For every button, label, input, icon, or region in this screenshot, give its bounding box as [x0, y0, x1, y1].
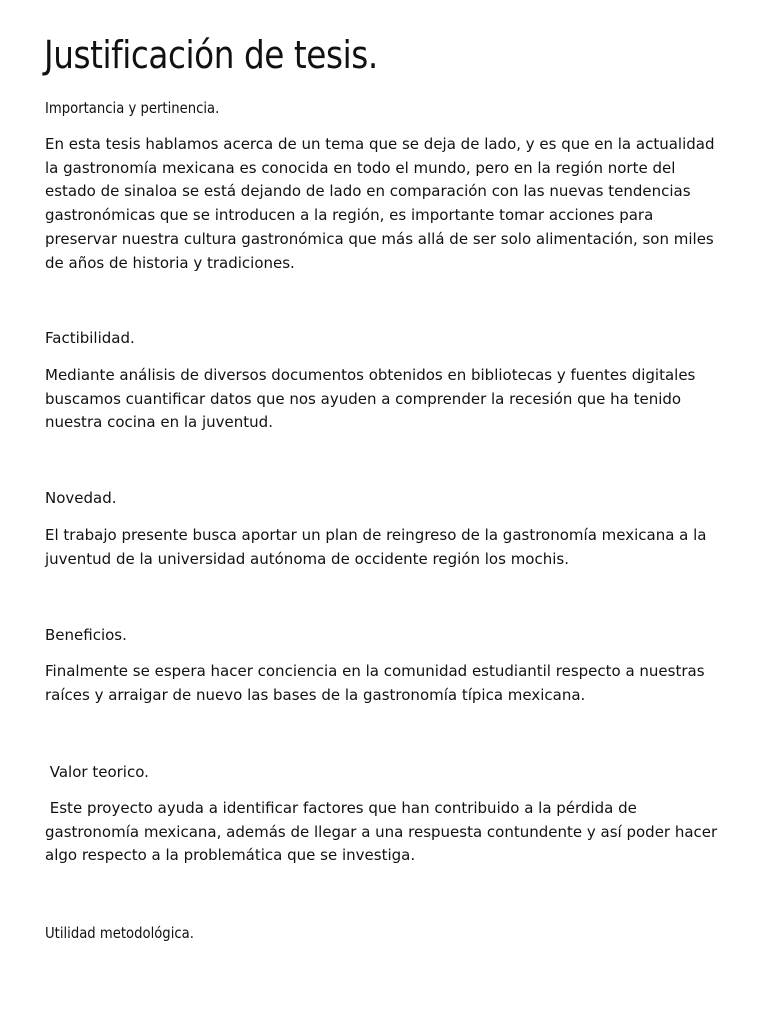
paragraph-line: algo respecto a la problemática que se investiga. — [45, 846, 416, 865]
paragraph-beneficios — [45, 660, 725, 707]
paragraph-line: En esta tesis hablamos acerca de un tema que se deja de lado, y es que en la actualidad — [45, 135, 715, 153]
section-heading-importancia: Importancia y pertinencia. — [45, 99, 220, 117]
section-heading-factibilidad: Factibilidad. — [45, 329, 135, 347]
paragraph-line: Mediante análisis de diversos documentos obtenidos en bibliotecas y fuentes digitales — [45, 366, 696, 384]
paragraph-line: de años de historia y tradiciones. — [45, 253, 295, 272]
section-heading-beneficios: Beneficios. — [45, 626, 127, 644]
paragraph-line: gastronómicas que se introducen a la región, es importante tomar acciones para — [45, 206, 654, 225]
paragraph-line: gastronomía mexicana, además de llegar a una respuesta contundente y así poder hacer — [45, 822, 718, 841]
paragraph-line: El trabajo presente busca aportar un plan de reingreso de la gastronomía mexicana a la — [45, 526, 707, 544]
paragraph-line: preservar nuestra cultura gastronómica que más allá de ser solo alimentación, son miles — [45, 229, 714, 248]
paragraph-line: raíces y arraigar de nuevo las bases de la gastronomía típica mexicana. — [45, 685, 586, 704]
paragraph-novedad — [45, 524, 725, 571]
paragraph-line: juventud de la universidad autónoma de occidente región los mochis. — [45, 549, 569, 568]
paragraph-line: buscamos cuantificar datos que nos ayuden a comprender la recesión que ha tenido — [45, 389, 682, 408]
document-title: Justificación de tesis. — [44, 33, 378, 77]
section-heading-valor-teorico: Valor teorico. — [45, 763, 149, 781]
paragraph-valor-teorico — [45, 797, 725, 868]
paragraph-factibilidad — [45, 364, 725, 435]
paragraph-line: estado de sinaloa se está dejando de lado en comparación con las nuevas tendencias — [45, 182, 691, 201]
paragraph-line: la gastronomía mexicana es conocida en todo el mundo, pero en la región norte del — [45, 158, 676, 177]
section-heading-utilidad-metodologica: Utilidad metodológica. — [45, 924, 194, 942]
paragraph-line: Finalmente se espera hacer conciencia en la comunidad estudiantil respecto a nuestras — [45, 662, 705, 680]
paragraph-line: nuestra cocina en la juventud. — [45, 413, 273, 432]
section-heading-novedad: Novedad. — [45, 489, 117, 507]
paragraph-importancia — [45, 133, 725, 275]
paragraph-line: Este proyecto ayuda a identificar factores que han contribuido a la pérdida de — [45, 799, 637, 817]
